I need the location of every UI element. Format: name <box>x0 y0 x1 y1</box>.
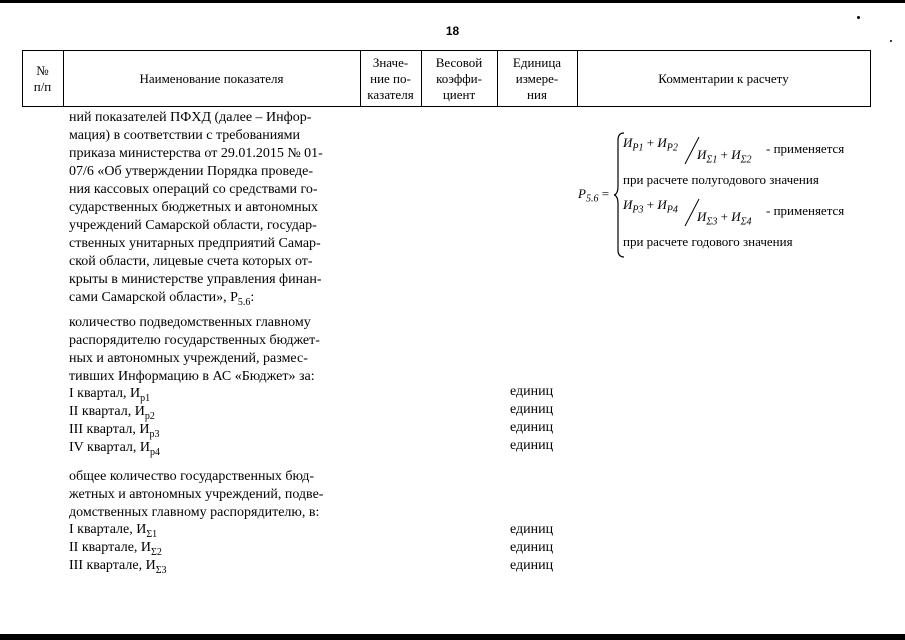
unit-label: единиц <box>510 558 554 573</box>
header-col-number: № п/п <box>33 63 52 94</box>
top-border <box>0 0 905 3</box>
list-item: II квартал, $И_{р2}$ <box>69 404 155 422</box>
unit-label: единиц <box>510 522 554 537</box>
formula-case-1: при расчете полугодового значения <box>623 172 819 187</box>
quarter-list <box>69 521 167 575</box>
formula-case-2: при расчете годового значения <box>623 234 793 249</box>
indicator-description: ний показателей ПФХД (далее – Инфор- мация) в соответствии с требованиями приказа министерства от 29.01.2015 № 01- 07/6 «Об утверждении Порядка проведе- ния кассовых операций со средствами го- сударственных бюджетных и автономных учреждений Самарской области, государ- ственных унитарных предприятий Самар- ской области, лицевые счета которых от- крыты в министерстве управления финан- сами Самарской области», $Р_{5.6}$: <box>69 110 323 308</box>
header-col-comment: Комментарии к расчету <box>658 71 789 86</box>
unit-label: единиц <box>510 438 554 453</box>
list-item: I квартал, $И_{р1}$ <box>69 386 151 404</box>
list-item: III квартал, $И_{р3}$ <box>69 422 160 440</box>
header-bottom-rule <box>22 106 871 107</box>
formula-lhs: $P_{5.6}$ = <box>578 186 610 205</box>
bottom-border <box>0 634 905 640</box>
unit-label: единиц <box>510 384 554 399</box>
formula-numerator-2: $И_{P3} + И_{P4}$ <box>623 197 678 216</box>
page-number: 18 <box>445 24 460 38</box>
header-col-weight: Весовой коэффи- циент <box>435 55 483 102</box>
list-item: IV квартал, $И_{р4}$ <box>69 440 160 458</box>
unit-label: единиц <box>510 402 554 417</box>
list-item: II квартале, $И_{\Sigma 2}$ <box>69 540 162 558</box>
total-count-description: общее количество государственных бюд- жетных и автономных учреждений, подве- домственных главному распорядителю, в: <box>69 469 324 520</box>
header-divider <box>870 50 871 107</box>
header-col-value: Значе- ние по- казателя <box>367 55 414 102</box>
unit-label: единиц <box>510 540 554 555</box>
formula-numerator-1: $И_{P1} + И_{P2}$ <box>623 135 678 154</box>
list-item: I квартале, $И_{\Sigma 1}$ <box>69 522 158 540</box>
scan-speck <box>857 16 860 19</box>
formula-applies-1: - применяется <box>766 141 845 156</box>
formula-denominator-1: $И_{\Sigma 1} + И_{\Sigma 2}$ <box>697 147 752 166</box>
quarter-list <box>69 385 160 457</box>
header-col-name: Наименование показателя <box>139 71 284 86</box>
header-top-rule <box>22 50 871 51</box>
calculation-formula <box>576 130 866 260</box>
count-placed-description: количество подведомственных главному распорядителю государственных бюджет- ных и автономных учреждений, размес- тивших Информацию в АС «Бюджет» за: <box>69 315 320 384</box>
unit-label: единиц <box>510 420 554 435</box>
formula-applies-2: - применяется <box>766 203 845 218</box>
list-item: III квартале, $И_{\Sigma 3}$ <box>69 558 167 576</box>
formula-denominator-2: $И_{\Sigma 3} + И_{\Sigma 4}$ <box>697 209 752 228</box>
header-col-unit: Единица измере- ния <box>512 55 562 102</box>
scan-speck <box>890 40 892 42</box>
